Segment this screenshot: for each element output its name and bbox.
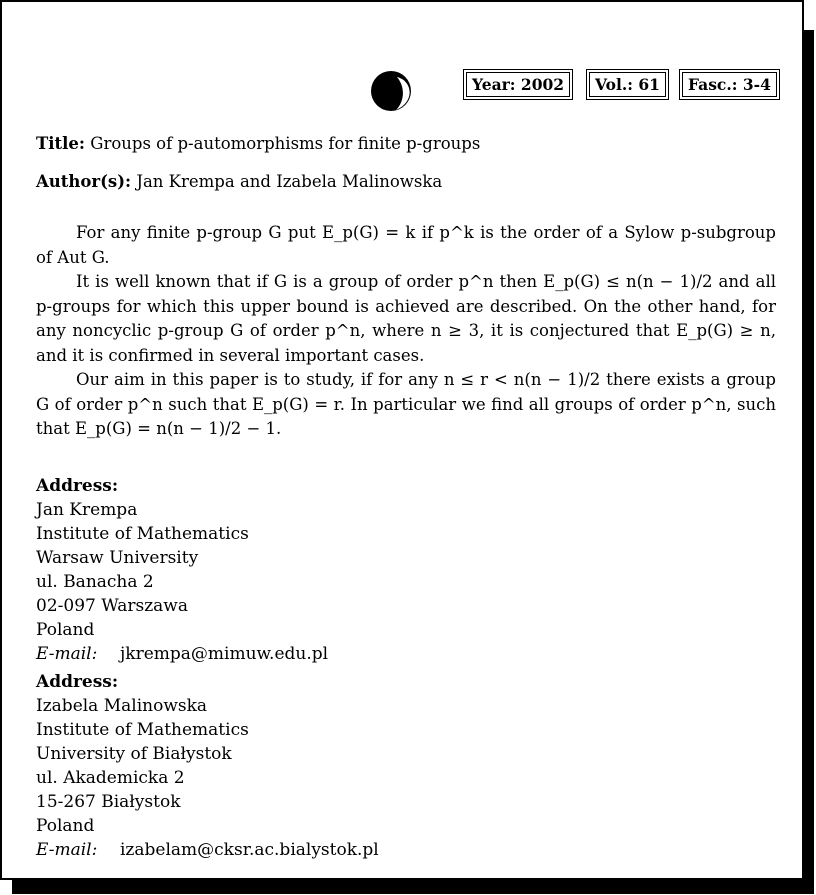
journal-logo-icon	[370, 68, 414, 114]
email-line	[36, 642, 328, 666]
email-link[interactable]: jkrempa@mimuw.edu.pl	[120, 644, 329, 664]
author-names: Jan Krempa and Izabela Malinowska	[136, 172, 443, 191]
address-name: Izabela Malinowska	[36, 696, 208, 716]
address-label: Address:	[36, 476, 119, 496]
address-institute: Institute of Mathematics	[36, 720, 249, 740]
authors-label: Author(s):	[36, 172, 132, 191]
title-label: Title:	[36, 134, 86, 153]
address-city: 02-097 Warszawa	[36, 596, 188, 616]
fascicle-badge: Fasc.: 3-4	[682, 72, 777, 97]
address-name: Jan Krempa	[36, 500, 138, 520]
address-street: ul. Banacha 2	[36, 572, 154, 592]
authors-line	[36, 172, 442, 191]
abstract-paragraph: For any finite p-group G put E_p(G) = k if p^k is the order of a Sylow p-subgroup of Aut G.	[36, 223, 776, 267]
address-street: ul. Akademicka 2	[36, 768, 185, 788]
address-city: 15-267 Białystok	[36, 792, 181, 812]
address-university: Warsaw University	[36, 548, 199, 568]
address-country: Poland	[36, 816, 95, 836]
email-line	[36, 838, 379, 862]
address-country: Poland	[36, 620, 95, 640]
address-block-2	[36, 670, 379, 862]
email-label: E-mail:	[36, 840, 98, 860]
abstract-paragraph: It is well known that if G is a group of order p^n then E_p(G) ≤ n(n − 1)/2 and all p-groups for which this upper bound is achieved are described. On the other hand, for any noncyclic p-group G of order p^n, where n ≥ 3, it is conjectured that E_p(G) ≥ n, and it is confirmed in several important cases.	[36, 272, 776, 365]
volume-badge: Vol.: 61	[589, 72, 666, 97]
abstract-paragraph: Our aim in this paper is to study, if for any n ≤ r < n(n − 1)/2 there exists a group G of order p^n such that E_p(G) = r. In particular we find all groups of order p^n, such that E_p(G) = n(n − 1)/2 − 1.	[36, 370, 776, 438]
email-link[interactable]: izabelam@cksr.ac.bialystok.pl	[120, 840, 379, 860]
email-label: E-mail:	[36, 644, 98, 664]
year-badge: Year: 2002	[466, 72, 570, 97]
address-block-1	[36, 474, 328, 666]
address-institute: Institute of Mathematics	[36, 524, 249, 544]
abstract	[36, 221, 776, 442]
paper-title: Groups of p-automorphisms for finite p-groups	[90, 134, 481, 153]
title-line	[36, 134, 480, 153]
address-university: University of Białystok	[36, 744, 232, 764]
address-label: Address:	[36, 672, 119, 692]
